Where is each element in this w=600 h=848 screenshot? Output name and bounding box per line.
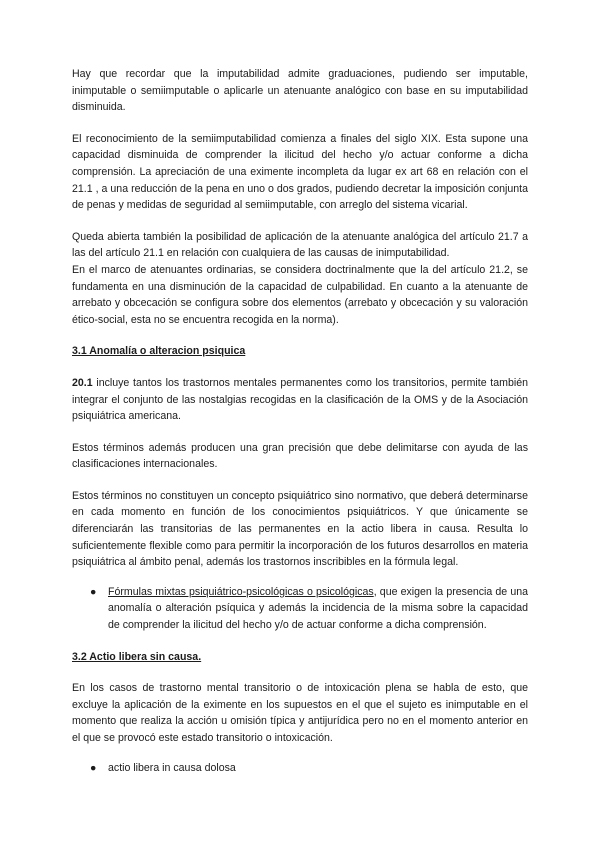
paragraph-20-1 (72, 375, 528, 425)
paragraph-terminos-precision: Estos términos además producen una gran precisión que debe delimitarse con ayuda de las clasificaciones internacionales. (72, 441, 528, 471)
bullet-underlined-text: Fórmulas mixtas psiquiátrico-psicológicas o psicológicas (108, 585, 374, 598)
section-heading-anomalia: 3.1 Anomalía o alteracion psiquica (72, 345, 246, 358)
section-heading-actio-libera: 3.2 Actio libera sin causa. (72, 650, 202, 663)
bullet-list-formulas (72, 584, 528, 634)
article-number: 20.1 (72, 376, 93, 389)
bullet-text: , que exigen la presencia de una anomalía o alteración psíquica y además la incidencia de la misma sobre la capacidad de comprender la ilicitud del hecho y/o de actuar conforme a dicha comprensión. (108, 585, 528, 632)
bullet-icon: ● (90, 761, 97, 774)
paragraph-terminos-normativo: Estos términos no constituyen un concepto psiquiátrico sino normativo, que deberá determinarse en cada momento en función de los conocimientos psiquiátricos. Y que únicamente se diferenciarán las transitorias de las permanentes en la actio libera in causa. Resulta lo suficientemente flexible como para permitir la incorporación de los futuros desarrollos en materia psiquiátrica al ámbito penal, además los trastornos inscribibles en la fórmula legal. (72, 489, 528, 569)
paragraph-atenuante-analogica: Queda abierta también la posibilidad de aplicación de la atenuante analógica del artículo 21.7 a las del artículo 21.1 en relación con cualquiera de las causas de inimputabilidad. (72, 230, 528, 260)
paragraph-20-1-text: incluye tantos los trastornos mentales permanentes como los transitorios, permite también integrar el conjunto de las nostalgias recogidas en la clasificación de la OMS y de la Asociación psiquiátrica americana. (72, 376, 528, 423)
bullet-text: actio libera in causa dolosa (108, 761, 236, 774)
paragraph-semiimputabilidad: El reconocimiento de la semiimputabilidad comienza a finales del siglo XIX. Esta supone una capacidad disminuida de comprender la ilicitud del hecho y/o actuar conforme a dicha comprensión. La apreciación de una eximente incompleta da lugar ex art 68 en relación con el 21.1 , a una reducción de la pena en uno o dos grados, pudiendo decretar la imposición conjunta de penas y medidas de seguridad al semiimputable, con arreglo del sistema vicarial. (72, 132, 528, 212)
paragraph-trastorno-transitorio: En los casos de trastorno mental transitorio o de intoxicación plena se habla de esto, que excluye la aplicación de la eximente en los supuestos en el que el sujeto es inimputable en el momento que realiza la acción u omisión típica y antijurídica pero no en el momento anterior en el que se provocó este estado transitorio o intoxicación. (72, 682, 528, 744)
list-item (72, 760, 528, 777)
bullet-list-actio (72, 760, 528, 777)
bullet-icon: ● (90, 585, 97, 598)
document-page (72, 66, 528, 776)
paragraph-imputabilidad: Hay que recordar que la imputabilidad admite graduaciones, pudiendo ser imputable, inimputable o semiimputable o aplicarle un atenuante analógico con base en su imputabilidad disminuida. (72, 68, 528, 114)
paragraph-atenuantes-ordinarias: En el marco de atenuantes ordinarias, se considera doctrinalmente que la del artículo 21.2, se fundamenta en una disminución de la capacidad de culpabilidad. En cuanto a la atenuante de arrebato y obcecación se configura sobre dos elementos (arrebato y obcecación y su valoración ético-social, esta no se encuentra recogida en la norma). (72, 263, 528, 326)
list-item (72, 584, 528, 634)
